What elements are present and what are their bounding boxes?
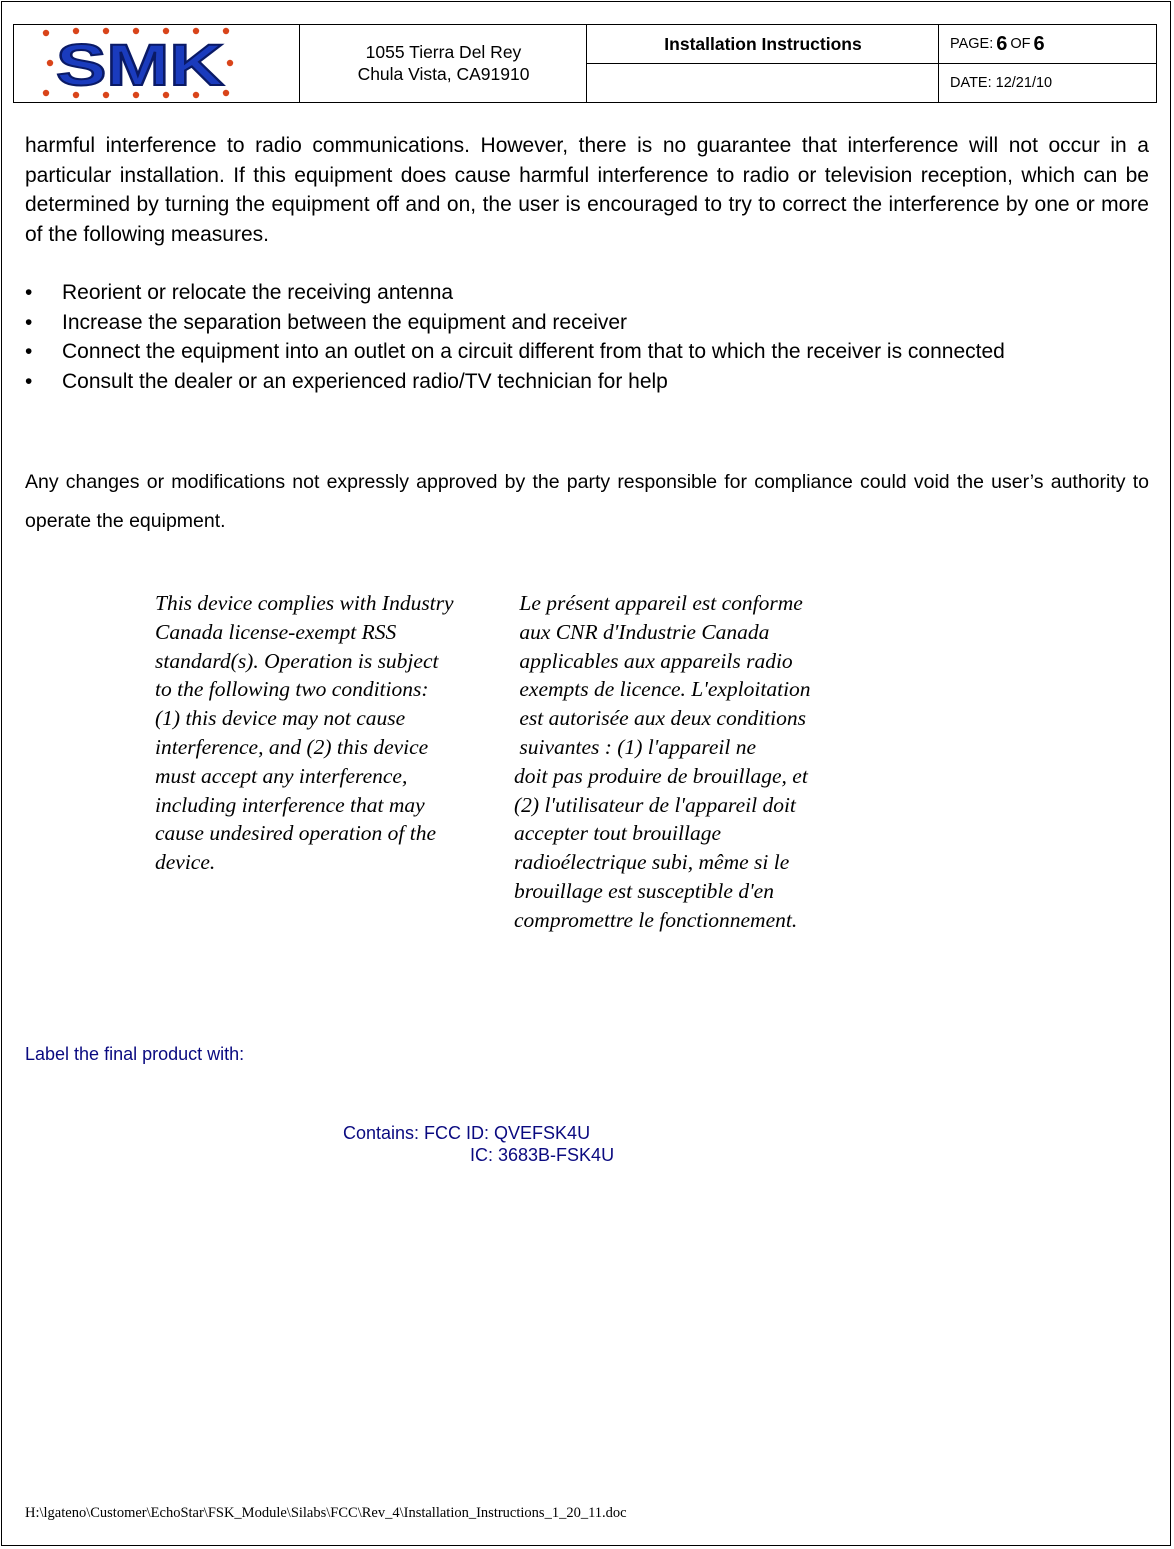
interference-paragraph: harmful interference to radio communications. However, there is no guarantee that interference will not occur in a particular installation. If this equipment does cause harmful interference to radio or television reception, which can be determined by turning the equipment off and on, the user is encouraged to try to correct the interference by one or more of the following measures. bbox=[25, 134, 1149, 246]
logo-text: SMK bbox=[56, 33, 225, 98]
address-line-1: 1055 Tierra Del Rey bbox=[365, 42, 522, 62]
list-item: • Connect the equipment into an outlet on a circuit different from that to which the receiver is connected bbox=[25, 337, 1149, 367]
bullet-icon: • bbox=[25, 340, 33, 363]
fcc-id-label: Contains: FCC ID: QVEFSK4U bbox=[343, 1123, 591, 1143]
page-label: PAGE: bbox=[950, 36, 994, 52]
document-title: Installation Instructions bbox=[664, 33, 862, 54]
company-address bbox=[301, 25, 586, 101]
bullet-icon: • bbox=[25, 369, 33, 393]
industry-canada-notice-french: Le présent appareil est conforme aux CNR d'Industrie Canada applicables aux appareils radio exempts de licence. L'exploitation est autorisée aux deux conditions suivantes : (1) l'appareil ne doit pas produire de brouillage, et (2) l'utilisateur de l'appareil doit accepter tout brouillage radioélectrique subi, même si le brouillage est susceptible d'en compromettre le fonctionnement. bbox=[514, 591, 811, 932]
list-item: • Increase the separation between the equipment and receiver bbox=[25, 308, 1149, 338]
bullet-icon: • bbox=[25, 310, 33, 334]
ic-id-label: IC: 3683B-FSK4U bbox=[470, 1145, 615, 1165]
document-date: DATE: 12/21/10 bbox=[950, 74, 1053, 91]
page-of: OF bbox=[1010, 36, 1031, 52]
label-instruction: Label the final product with: bbox=[25, 1044, 245, 1064]
list-item: • Reorient or relocate the receiving antenna bbox=[25, 278, 1149, 308]
header-table bbox=[13, 24, 1157, 103]
list-item: • Consult the dealer or an experienced radio/TV technician for help bbox=[25, 367, 1149, 397]
page-number bbox=[940, 25, 1156, 63]
company-logo bbox=[14, 25, 300, 101]
bullet-icon: • bbox=[25, 281, 33, 304]
modifications-paragraph: Any changes or modifications not expressly approved by the party responsible for compliance could void the user’s authority to operate the equipment. bbox=[25, 471, 1149, 532]
page-total: 6 bbox=[1033, 32, 1045, 55]
address-line-2: Chula Vista, CA91910 bbox=[357, 64, 530, 84]
measures-list bbox=[25, 278, 1149, 396]
page-current: 6 bbox=[996, 32, 1008, 55]
file-path-footer: H:\lgateno\Customer\EchoStar\FSK_Module\Silabs\FCC\Rev_4\Installation_Instructions_1_20_11.doc bbox=[25, 1505, 627, 1521]
industry-canada-notice-english: This device complies with Industry Canada license-exempt RSS standard(s). Operation is subject to the following two conditions: (1) this device may not cause interference, and (2) this device must accept any interference, including interference that may cause undesired operation of the device. bbox=[155, 591, 454, 875]
